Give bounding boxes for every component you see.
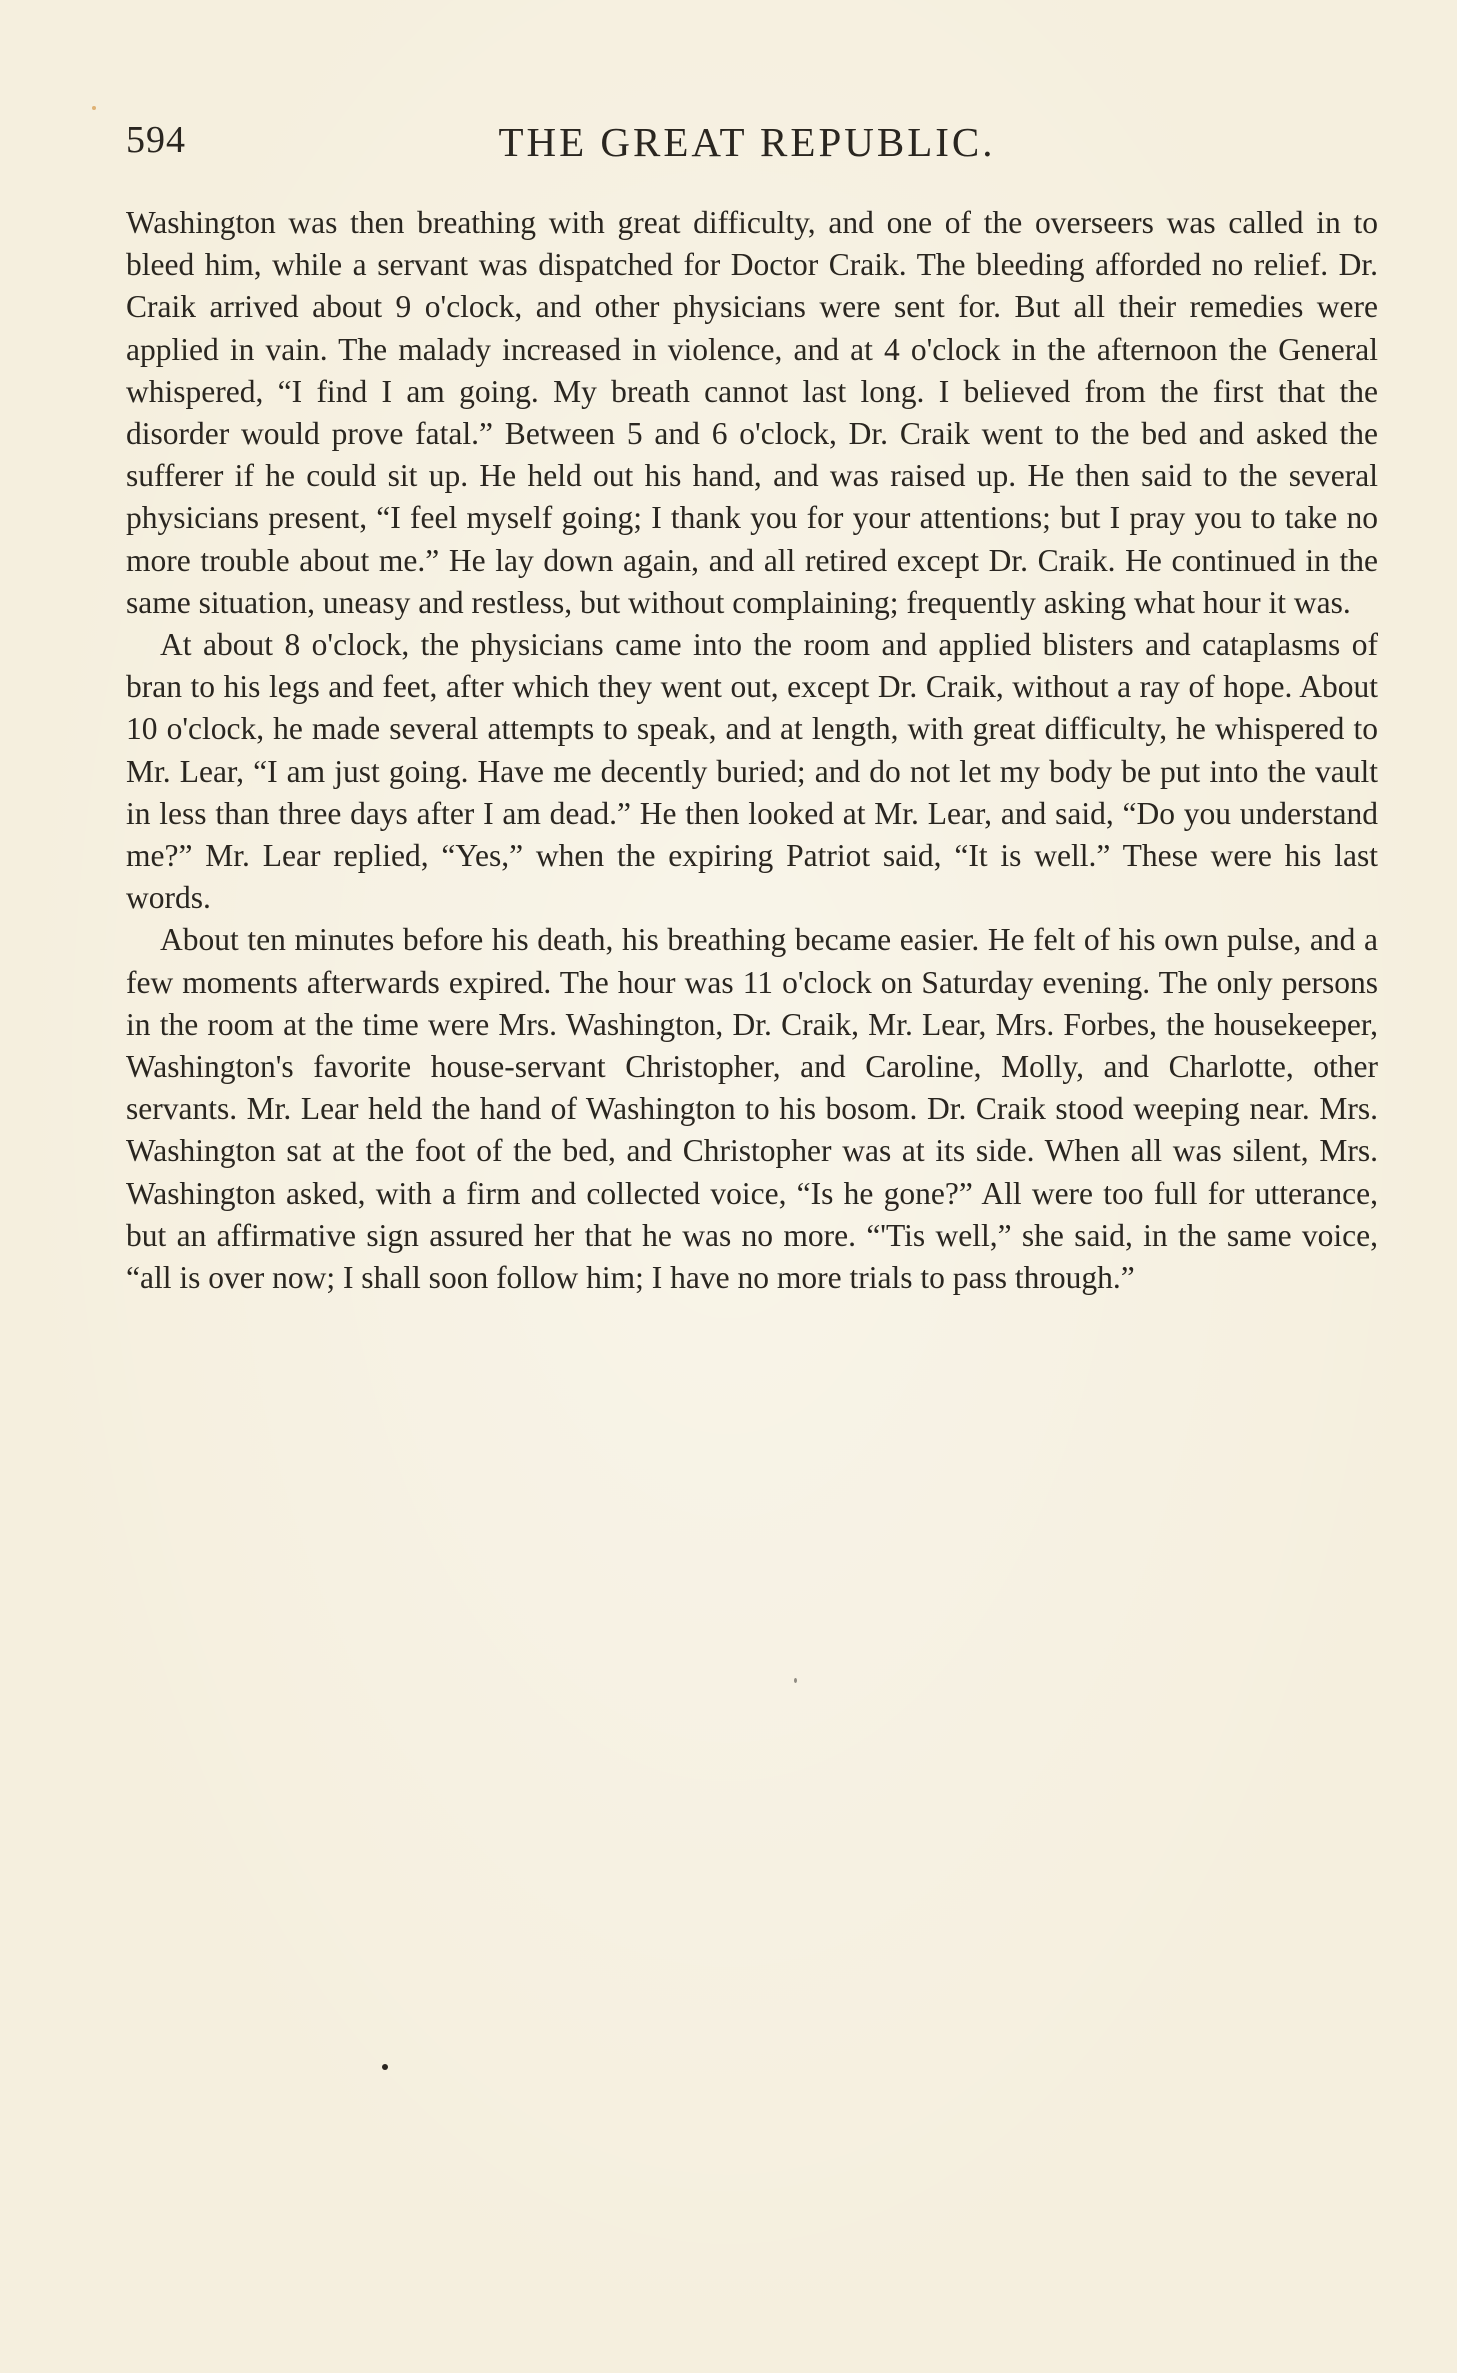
ink-speck	[794, 1678, 797, 1683]
page-header	[126, 118, 1368, 164]
body-text	[126, 202, 1378, 1299]
page-number: 594	[126, 119, 186, 161]
paragraph-3: About ten minutes before his death, his breathing became easier. He felt of his own pulse, and a few moments afterwards expired. The hour was 11 o'clock on Saturday evening. The only persons in the room at the time were Mrs. Washington, Dr. Craik, Mr. Lear, Mrs. Forbes, the housekeeper, Washington's favorite house-servant Christopher, and Caroline, Molly, and Charlotte, other servants. Mr. Lear held the hand of Washington to his bosom. Dr. Craik stood weeping near. Mrs. Washington sat at the foot of the bed, and Christopher was at its side. When all was silent, Mrs. Washington asked, with a firm and collected voice, “Is he gone?” All were too full for utterance, but an affirmative sign assured her that he was no more. “'Tis well,” she said, in the same voice, “all is over now; I shall soon follow him; I have no more trials to pass through.”	[126, 922, 1378, 1296]
ink-speck	[382, 2064, 388, 2070]
running-title: THE GREAT REPUBLIC.	[498, 119, 996, 165]
paragraph-1: Washington was then breathing with great difficulty, and one of the overseers was called in to bleed him, while a servant was dispatched for Doctor Craik. The bleeding afforded no relief. Dr. Craik arrived about 9 o'clock, and other physicians were sent for. But all their remedies were applied in vain. The malady increased in violence, and at 4 o'clock in the afternoon the General whispered, “I find I am going. My breath cannot last long. I believed from the first that the disorder would prove fatal.” Between 5 and 6 o'clock, Dr. Craik went to the bed and asked the sufferer if he could sit up. He held out his hand, and was raised up. He then said to the several physicians present, “I feel myself going; I thank you for your attentions; but I pray you to take no more trouble about me.” He lay down again, and all retired except Dr. Craik. He continued in the same situation, uneasy and restless, but without complaining; frequently asking what hour it was.	[126, 205, 1378, 620]
paragraph-2: At about 8 o'clock, the physicians came into the room and applied blisters and cataplasms of bran to his legs and feet, after which they went out, except Dr. Craik, without a ray of hope. About 10 o'clock, he made several attempts to speak, and at length, with great difficulty, he whispered to Mr. Lear, “I am just going. Have me decently buried; and do not let my body be put into the vault in less than three days after I am dead.” He then looked at Mr. Lear, and said, “Do you understand me?” Mr. Lear replied, “Yes,” when the expiring Patriot said, “It is well.” These were his last words.	[126, 627, 1378, 916]
paper-stain	[92, 106, 96, 110]
